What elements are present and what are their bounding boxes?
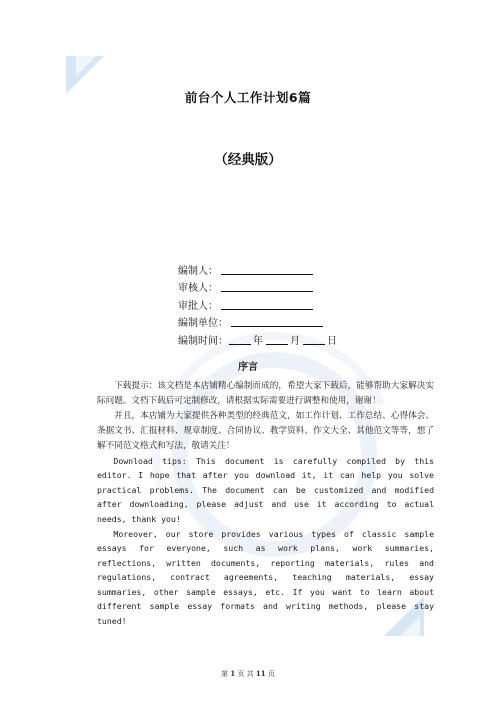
preface-body (97, 379, 434, 629)
field-reviewer (178, 280, 339, 297)
fill-line (221, 299, 313, 310)
field-label: 审核人： (178, 283, 218, 295)
field-organization (178, 315, 339, 332)
field-compiler (178, 263, 339, 280)
preface-paragraph: Moreover, our store provides various types of classic sample essays for everyone, such as work plans, work summaries, reflections, written documents, reporting materials, rules and regulations, contract agreements, teaching materials, essay summaries, other sample essays, etc. If you want to learn about different sample essay formats and writing methods, please stay tuned! (97, 528, 434, 627)
footer-page-number: 1 (230, 669, 236, 678)
approval-fields (178, 263, 339, 350)
fill-line (231, 316, 323, 327)
fill-line (221, 264, 313, 275)
year-unit: 年 (253, 335, 263, 347)
preface-paragraph: Download tips: This document is carefully compiled by this editor. I hope that after you download it, it can help you solve practical problems. The document can be customized and modified after downloading, please adjust and use it according to actual needs, thank you! (97, 455, 434, 524)
year-line (229, 334, 251, 345)
fill-line (221, 281, 313, 292)
preface-paragraph: 下载提示：该文档是本店铺精心编制而成的，希望大家下载后，能够帮助大家解决实际问题。文档下载后可定制修改，请根据实际需要进行调整和使用，谢谢！ (97, 381, 434, 406)
corner-decoration-top-left-inner (76, 56, 96, 76)
preface-paragraph: 并且，本店铺为大家提供各种类型的经典范文，如工作计划、工作总结、心得体会、条据文书、汇报材料、规章制度、合同协议、教学资料、作文大全、其他范文等等，想了解不同范文格式和写法，敬请关注！ (97, 410, 434, 451)
field-label: 审批人： (178, 300, 218, 312)
field-approver (178, 298, 339, 315)
field-label: 编制人： (178, 266, 218, 277)
field-label: 编制时间： (178, 335, 228, 347)
day-unit: 日 (327, 335, 337, 347)
footer-total-pages: 11 (255, 669, 266, 678)
footer-suffix: 页 (267, 670, 275, 678)
month-line (266, 334, 288, 345)
field-label: 编制单位： (178, 318, 228, 330)
page-footer (0, 669, 496, 679)
footer-prefix: 第 (221, 670, 229, 678)
preface-heading: 序言 (238, 362, 258, 373)
field-date (178, 333, 339, 350)
month-unit: 月 (290, 335, 300, 347)
document-title: 前台个人工作计划6篇 (184, 90, 312, 105)
document-subtitle: （经典版） (214, 152, 282, 168)
day-line (303, 334, 325, 345)
footer-middle: 页 共 (237, 670, 254, 678)
